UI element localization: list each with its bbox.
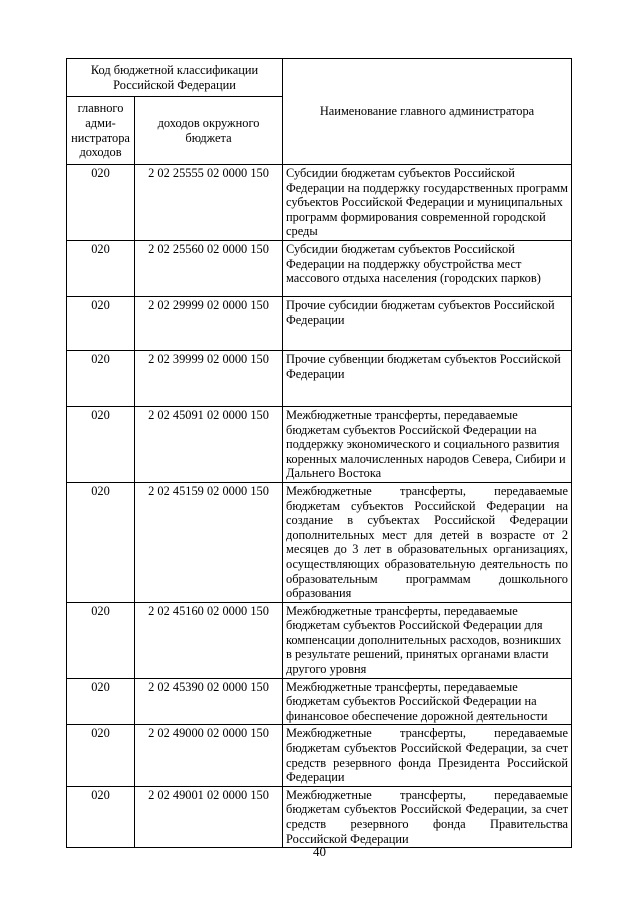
header-admin-code: главного адми-нистратора доходов [67,97,135,165]
table-row [67,165,572,241]
admin-code-cell: 020 [67,786,135,847]
income-code-cell: 2 02 29999 02 0000 150 [135,296,283,350]
admin-code-cell: 020 [67,482,135,602]
admin-code-cell: 020 [67,350,135,406]
admin-name-cell: Межбюджетные трансферты, передаваемые бюджетам субъектов Российской Федерации на финансовое обеспечение дорожной деятельности [283,678,572,725]
admin-code-cell: 020 [67,602,135,678]
table-row [67,240,572,296]
income-code-cell: 2 02 45091 02 0000 150 [135,406,283,482]
admin-name-cell: Межбюджетные трансферты, передаваемые бюджетам субъектов Российской Федерации, за счет средств резервного фонда Правительства Российской Федерации [283,786,572,847]
table-row [67,602,572,678]
table-row [67,350,572,406]
page-number: 40 [313,844,326,859]
income-code-cell: 2 02 39999 02 0000 150 [135,350,283,406]
table-row [67,482,572,602]
admin-name-cell: Межбюджетные трансферты, передаваемые бюджетам субъектов Российской Федерации на создание в субъектах Российской Федерации дополнительных мест для детей в возрасте от 2 месяцев до 3 лет в образовательных организациях, осуществляющих образовательную деятельность по образовательным программам дошкольного образования [283,482,572,602]
income-code-cell: 2 02 25560 02 0000 150 [135,240,283,296]
header-row-group [67,59,572,97]
admin-code-cell: 020 [67,165,135,241]
table-row [67,786,572,847]
admin-name-cell: Межбюджетные трансферты, передаваемые бюджетам субъектов Российской Федерации на поддержку экономического и социального развития коренных малочисленных народов Севера, Сибири и Дальнего Востока [283,406,572,482]
table-row [67,678,572,725]
income-code-cell: 2 02 45159 02 0000 150 [135,482,283,602]
table-row [67,406,572,482]
admin-code-cell: 020 [67,678,135,725]
header-code-group: Код бюджетной классификации Российской Федерации [67,59,283,97]
table-row [67,725,572,786]
admin-name-cell: Субсидии бюджетам субъектов Российской Федерации на поддержку государственных программ субъектов Российской Федерации и муниципальных программ формирования современной городской среды [283,165,572,241]
income-code-cell: 2 02 49001 02 0000 150 [135,786,283,847]
admin-name-cell: Межбюджетные трансферты, передаваемые бюджетам субъектов Российской Федерации для компенсации дополнительных расходов, возникших в результате решений, принятых органами власти другого уровня [283,602,572,678]
income-code-cell: 2 02 49000 02 0000 150 [135,725,283,786]
admin-code-cell: 020 [67,296,135,350]
admin-name-cell: Прочие субвенции бюджетам субъектов Российской Федерации [283,350,572,406]
admin-code-cell: 020 [67,406,135,482]
budget-classification-table [66,58,572,848]
admin-code-cell: 020 [67,725,135,786]
admin-code-cell: 020 [67,240,135,296]
table-row [67,296,572,350]
admin-name-cell: Субсидии бюджетам субъектов Российской Федерации на поддержку обустройства мест массового отдыха населения (городских парков) [283,240,572,296]
header-admin-name: Наименование главного администратора [283,59,572,165]
admin-name-cell: Межбюджетные трансферты, передаваемые бюджетам субъектов Российской Федерации, за счет средств резервного фонда Президента Российской Федерации [283,725,572,786]
income-code-cell: 2 02 45390 02 0000 150 [135,678,283,725]
income-code-cell: 2 02 45160 02 0000 150 [135,602,283,678]
income-code-cell: 2 02 25555 02 0000 150 [135,165,283,241]
admin-name-cell: Прочие субсидии бюджетам субъектов Российской Федерации [283,296,572,350]
header-income-code: доходов окружного бюджета [135,97,283,165]
